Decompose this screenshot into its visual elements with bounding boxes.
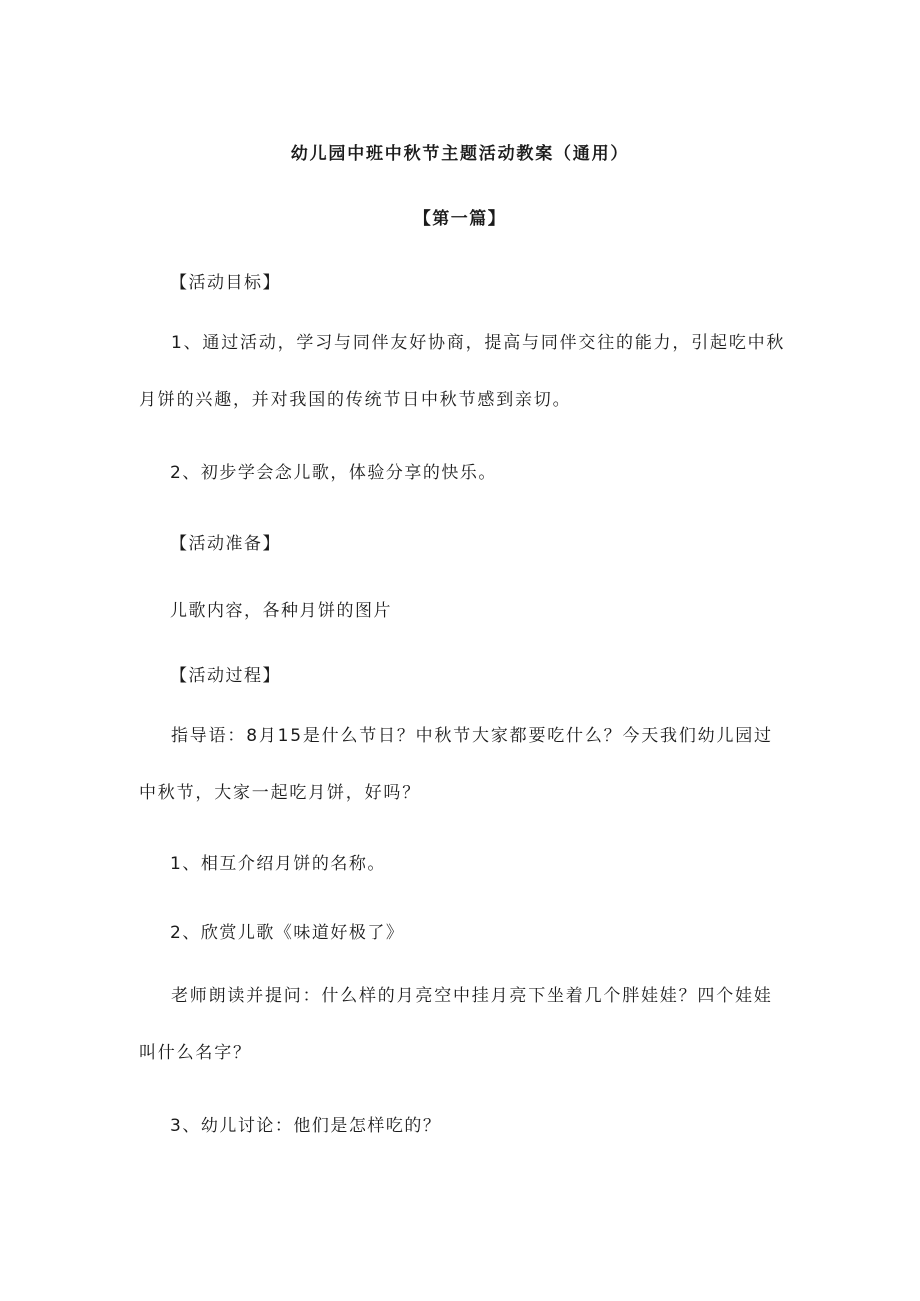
step-2-line: 2、欣赏儿歌《味道好极了》 [170,923,405,943]
document-title: 幼儿园中班中秋节主题活动教案（通用） [290,144,630,164]
heading-process: 【活动过程】 [170,666,281,686]
step-1-line: 1、相互介绍月饼的名称。 [170,854,386,874]
goal-1-paragraph: 1、通过活动，学习与同伴友好协商，提高与同伴交往的能力，引起吃中秋月饼的兴趣，并对我国的传统节日中秋节感到亲切。 [139,333,786,410]
heading-prep: 【活动准备】 [170,534,281,554]
goal-2-line: 2、初步学会念儿歌，体验分享的快乐。 [170,463,497,483]
heading-goals: 【活动目标】 [170,273,281,293]
guide-paragraph: 指导语：8月15是什么节日？中秋节大家都要吃什么？今天我们幼儿园过中秋节，大家一起吃月饼，好吗？ [139,726,773,803]
step-3-line: 3、幼儿讨论：他们是怎样吃的？ [170,1116,442,1136]
prep-text: 儿歌内容，各种月饼的图片 [170,601,392,621]
section-title: 【第一篇】 [413,209,507,229]
teacher-paragraph: 老师朗读并提问：什么样的月亮空中挂月亮下坐着几个胖娃娃？四个娃娃叫什么名字？ [139,986,773,1063]
